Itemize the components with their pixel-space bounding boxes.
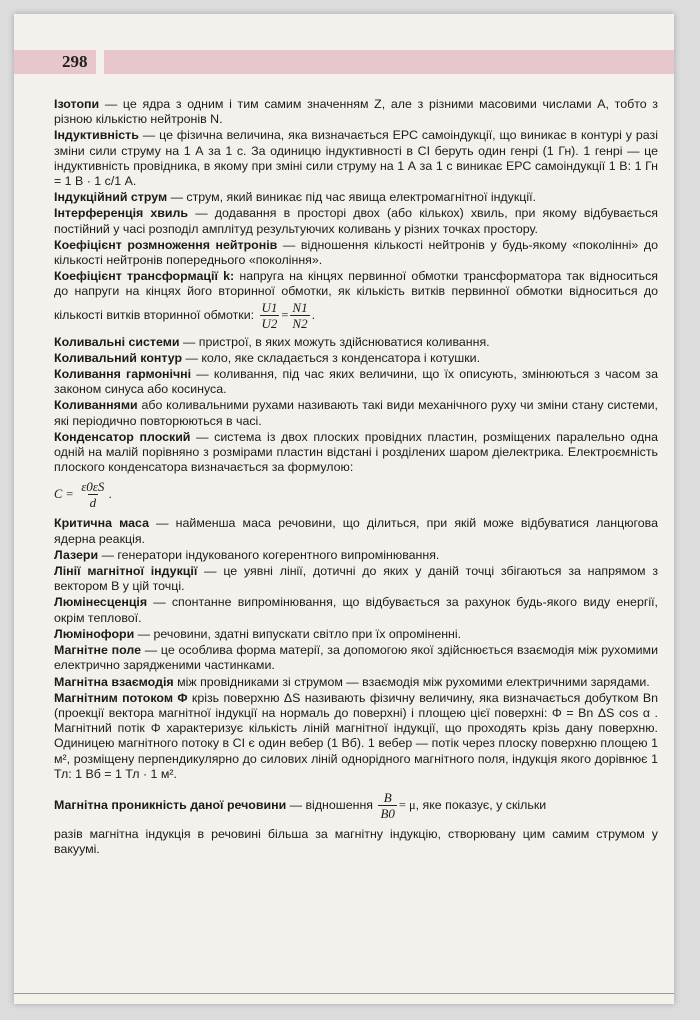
entry-term: Люмінесценція (54, 595, 148, 610)
header-bar (104, 50, 674, 74)
entry-text: разів магнітна індукція в речовині більша за магнітну індукцію, створювану цим самим струмом у вакуумі. (54, 826, 658, 857)
fraction-numerator: B (383, 789, 392, 805)
entry-term: Коливаннями (54, 398, 138, 413)
entry-text: — це ядра з одним і тим самим значенням Z, але з різними масовими числами A, тобто з різною кількістю нейтронів N. (54, 97, 658, 127)
entry-term: Коливальний контур (54, 350, 183, 365)
entry-term: Ізотопи (54, 97, 100, 111)
entry-text: або коливальними рухами називають такі види механічного руху чи зміни стану системи, які періодично повторюються в часі. (54, 398, 658, 428)
capacitor-fraction (79, 479, 106, 510)
glossary-entry (54, 627, 658, 642)
entry-text: — генератори індукованого когерентного випромінювання. (98, 547, 440, 562)
entry-text: — речовини, здатні випускати світло при їх опроміненні. (134, 626, 462, 641)
glossary-entry (54, 675, 658, 690)
entry-text: — це фізична величина, яка визначається ЕРС самоіндукції, що виникає в контурі у разі зміни сили струму на 1 А за 1 с. За одиницю індуктивності в СІ беруть один генрі (1 Гн). 1 генрі — це індуктивність провідника, в якому при зміні сили струму на 1 А за 1 с виникає ЕРС самоіндукції 1 В: 1 Гн = 1 В · 1 с/1 А. (54, 128, 658, 189)
entry-text: — додавання в просторі двох (або кількох) хвиль, при якому відбувається постійний у часі розподіл амплітуд результуючих коливань у різних точках простору. (54, 206, 658, 236)
fraction-numerator: U1 (261, 299, 278, 315)
entry-term: Коливальні системи (54, 334, 180, 349)
glossary-entry (54, 564, 658, 594)
fraction-denominator: d (89, 495, 97, 511)
permeability-rhs: = μ (398, 797, 416, 812)
transformer-fraction-left (260, 300, 280, 331)
glossary-entry (54, 367, 658, 397)
glossary-entry (54, 548, 658, 563)
glossary-entry (54, 335, 658, 350)
glossary-entry (54, 128, 658, 189)
entry-term: Магнітним потоком Φ (54, 690, 188, 705)
entry-text: — це особлива форма матерії, за допомогою якої здійснюється взаємодія між рухомими електрично зарядженими частинками. (54, 643, 658, 673)
entry-text: — струм, який виникає під час явища електромагнітної індукції. (167, 190, 537, 205)
fraction-numerator: ε0εS (81, 479, 105, 495)
entry-term: Коефіцієнт трансформації k: (54, 269, 235, 284)
glossary-entry-continuation (54, 827, 658, 857)
entry-text: — це уявні лінії, дотичні до яких у даній точці збігаються за напрямом з вектором B у цій точці. (54, 564, 659, 594)
formula-lhs: C = (54, 487, 74, 502)
entry-term: Коливання гармонічні (54, 367, 192, 382)
entry-text: напруга на кінцях первинної обмотки трансформатора так відноситься до напруги на кінцях його вторинної обмотки, як кількість витків первинної обмотки відноситься до кількості витків вторинної обмотки: (54, 269, 658, 322)
fraction-denominator: B0 (380, 805, 395, 821)
entry-term: Магнітна взаємодія (54, 674, 174, 689)
entry-term: Магнітна проникність даної речовини (54, 797, 287, 812)
entry-term: Магнітне поле (54, 643, 141, 658)
fraction-denominator: U2 (261, 315, 278, 331)
entry-text: — система із двох плоских провідних пластин, розміщених паралельно одна одній на малій порівняно з розмірами пластин відстані і розділених шаром діелектрика. Електроємність плоского конденсатора визначається за формулою: (54, 429, 658, 475)
entry-term: Індукційний струм (54, 190, 168, 205)
capacitor-formula: C = $\frac{\varepsilon 0\varepsilon S}{d}$ . (54, 479, 112, 511)
glossary-entry (54, 238, 658, 268)
glossary-entry (54, 595, 658, 625)
entry-term: Індуктивність (54, 128, 139, 143)
glossary-entry (54, 398, 658, 428)
entry-term: Лінії магнітної індукції (54, 564, 198, 579)
entry-text: — відношення (286, 797, 374, 812)
glossary-content (54, 97, 658, 858)
glossary-entry (54, 430, 658, 476)
entry-term: Лазери (54, 547, 99, 562)
entry-term: Коефіцієнт розмноження нейтронів (54, 237, 278, 252)
entry-text: — коло, яке складається з конденсатора і котушки. (182, 350, 481, 365)
glossary-entry (54, 643, 658, 673)
entry-text: — відношення кількості нейтронів у будь-якому «поколінні» до кількості нейтронів попереднього «покоління». (54, 237, 658, 268)
entry-text: між провідниками зі струмом — взаємодія між рухомими електричними зарядами. (173, 674, 650, 689)
page (14, 14, 674, 1004)
entry-text: крізь поверхню ΔS називають фізичну величину, яка визначається добутком Bn (проекції вектора магнітної індукції на нормаль до поверхні) і площею цієї поверхні: Φ = Bn ΔS cos α . Магнітний потік Φ характеризує кількість ліній магнітної індукції, що проходять крізь дану поверхню. Одиницею магнітного потоку в СІ є один вебер (1 Вб). 1 вебер — потік через плоску поверхню площею 1 м², розміщену перпендикулярно до силових ліній однорідного магнітного поля, індукція якого дорівнює 1 Тл: 1 Вб = 1 Тл · 1 м². (54, 690, 659, 781)
glossary-entry (54, 691, 658, 782)
transformer-fraction-right (290, 300, 309, 331)
entry-text: — пристрої, в яких можуть здійснюватися коливання. (179, 334, 490, 349)
page-header (14, 50, 674, 74)
glossary-entry (54, 790, 658, 821)
entry-text: — спонтанне випромінювання, що відбувається за рахунок будь-якого виду енергії, окрім теплової. (54, 595, 658, 625)
page-number: 298 (14, 50, 96, 74)
fraction-numerator: N1 (292, 299, 308, 315)
entry-term: Люмінофори (54, 626, 135, 641)
bottom-divider (14, 993, 674, 994)
glossary-entry (54, 206, 658, 236)
glossary-entry (54, 97, 658, 127)
entry-term: Конденсатор плоский (54, 429, 191, 444)
equals-sign: = (281, 307, 289, 322)
entry-term: Критична маса (54, 516, 149, 531)
permeability-after: , яке показує, у скільки (415, 797, 547, 812)
permeability-fraction (378, 790, 396, 821)
entry-text: — коливання, під час яких величини, що їх описують, змінюються з часом за законом синуса або косинуса. (54, 367, 658, 397)
glossary-entry (54, 516, 658, 546)
glossary-entry (54, 190, 658, 205)
glossary-entry: Коефіцієнт трансформації k: напруга на кінцях первинної обмотки трансформатора так відноситься до напруги на кінцях його вторинної обмотки, як кількість витків первинної обмотки відноситься до кількості витків вторинної обмотки: $\frac{U1}{U2}$ = $\frac{N1}{N2}$ . (54, 269, 658, 331)
entry-term: Інтерференція хвиль (54, 206, 189, 221)
entry-text: — найменша маса речовини, що ділиться, при якій може відбуватися ланцюгова ядерна реакція. (54, 516, 658, 546)
fraction-denominator: N2 (292, 315, 308, 331)
glossary-entry (54, 351, 658, 366)
